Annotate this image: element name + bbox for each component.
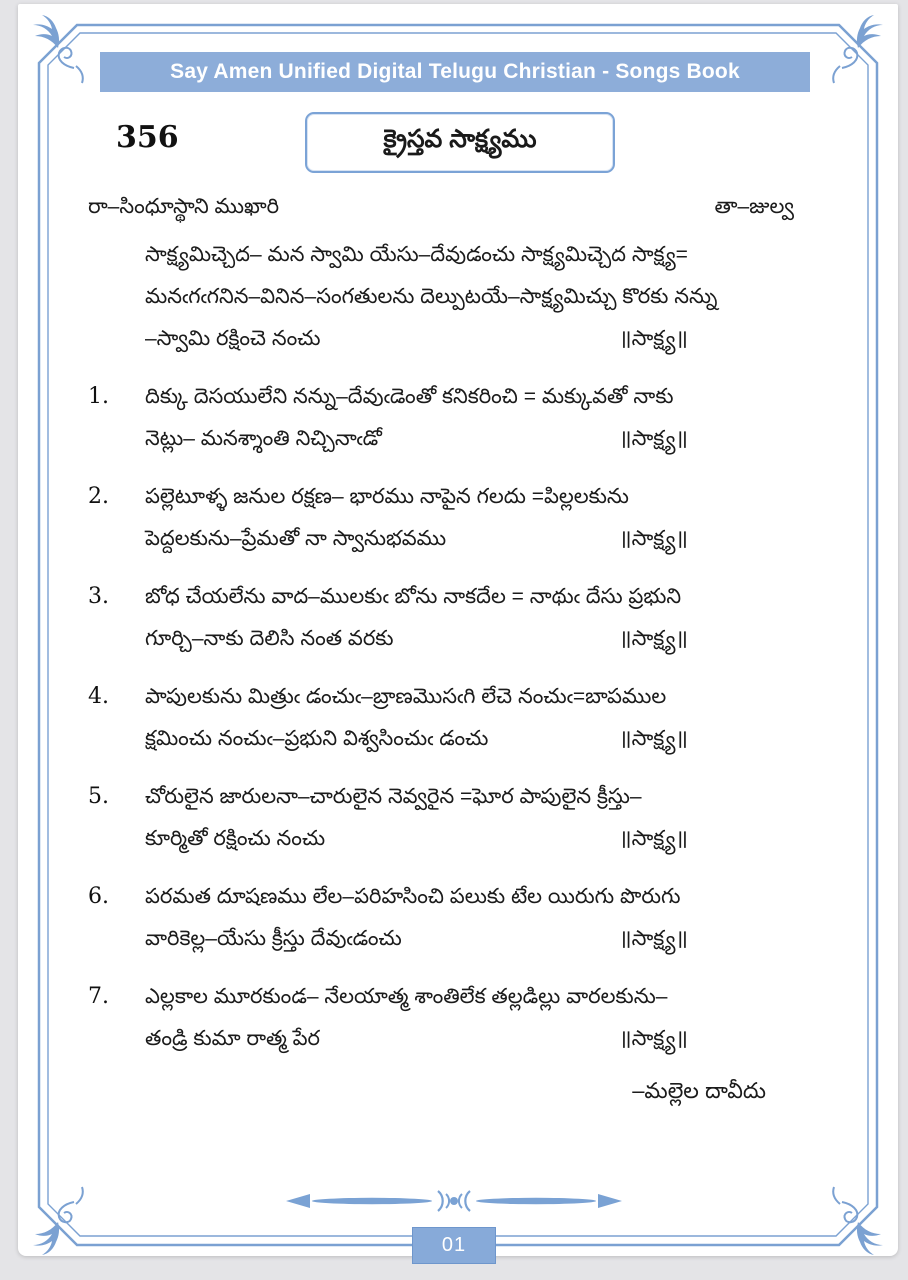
verse-number: 4. [88,684,109,709]
verse [88,376,818,460]
verse [88,776,818,860]
pallavi-refrain-row [145,318,818,360]
refrain-marker: ॥సాక్ష్య॥ [619,827,688,850]
raga-label: రా–సింధూస్థాని ముఖారి [88,195,280,218]
refrain-marker: ॥సాక్ష్య॥ [619,627,688,650]
refrain-marker: ॥సాక్ష్య॥ [619,927,688,950]
verse [88,876,818,960]
refrain-marker: ॥సాక్ష్య॥ [619,327,688,350]
author-credit: –మల్లెల దావీదు [632,1078,766,1103]
verse-number: 5. [88,784,109,809]
refrain-marker: ॥సాక్ష్య॥ [619,1027,688,1050]
verse [88,576,818,660]
song-title: క్రైస్తవ సాక్ష్యము [383,125,537,153]
verse-line: నెట్లు– మనశ్శాంతి నిచ్చినాఁడో [145,427,382,450]
header-banner [100,52,810,92]
verse-line: వారికెల్ల–యేసు క్రీస్తు దేవుఁడంచు [145,927,402,950]
raga-tala-row [88,186,818,228]
refrain-marker: ॥సాక్ష్య॥ [619,527,688,550]
verse-line: పెద్దలకును–ప్రేమతో నా స్వానుభవము [145,527,447,550]
verse-line: ఎల్లకాల మూరకుండ– నేలయాత్మ శాంతిలేక తల్లడిల్లు వారలకును– [145,985,668,1008]
verse-line: దిక్కు దెసయులేని నన్ను–దేవుఁడెంతో కనికరించి = మక్కువతో నాకు [145,385,674,408]
pallavi-line: మనఁగఁగనిన–వినిన–సంగతులను దెల్పుటయే–సాక్ష్యమిచ్చు కొరకు నన్ను [145,285,718,308]
verse-line: తండ్రి కుమా రాత్మ పేర [145,1027,321,1050]
song-title-box [305,112,615,173]
verse-number: 6. [88,884,109,909]
verse [88,976,818,1060]
verse-line: బోధ చేయలేను వాద–ములకుఁ బోను నాకదేల = నాథుఁ దేసు ప్రభుని [145,585,682,608]
verse [88,476,818,560]
verse-line: క్షమించు నంచుఁ–ప్రభుని విశ్వసించుఁ డంచు [145,727,489,750]
verse-line: పాపులకును మిత్రుఁ డంచుఁ–బ్రాణమొసఁగి లేచె నంచుఁ=బాపముల [145,685,667,708]
verse-line: గూర్చి–నాకు దెలిసి నంత వరకు [145,627,394,650]
verse-number: 2. [88,484,109,509]
verse-line: కూర్మితో రక్షించు నంచు [145,827,326,850]
pallavi [145,234,818,360]
verse-line: పల్లెటూళ్ళ జనుల రక్షణ– భారము నాపైన గలదు =పిల్లలకును [145,485,629,508]
lyrics-content [88,186,818,1112]
verse-number: 7. [88,984,109,1009]
tala-label: తా–జుల్వ [714,195,794,218]
verse-line: చోరులైన జారులనా–చారులైన నెవ్వరైన =ఘోర పాపులైన క్రీస్తు– [145,785,642,808]
verse-line: పరమత దూషణము లేల–పరిహసించి పలుకు టేల యిరుగు పొరుగు [145,885,681,908]
page-number: 01 [441,1234,467,1256]
refrain-marker: ॥సాక్ష్య॥ [619,427,688,450]
refrain-marker: ॥సాక్ష్య॥ [619,727,688,750]
footer-divider-ornament [284,1188,624,1214]
verse-number: 1. [88,384,109,409]
song-number: 356 [116,120,179,155]
book-title: Say Amen Unified Digital Telugu Christian - Songs Book [170,60,740,83]
pallavi-line: సాక్ష్యమిచ్చెద– మన స్వామి యేసు–దేవుడంచు సాక్ష్యమిచ్చెద సాక్ష్య= [145,243,688,266]
page-number-badge [412,1227,496,1264]
verse-number: 3. [88,584,109,609]
pallavi-line: –స్వామి రక్షించె నంచు [145,327,321,350]
verse [88,676,818,760]
